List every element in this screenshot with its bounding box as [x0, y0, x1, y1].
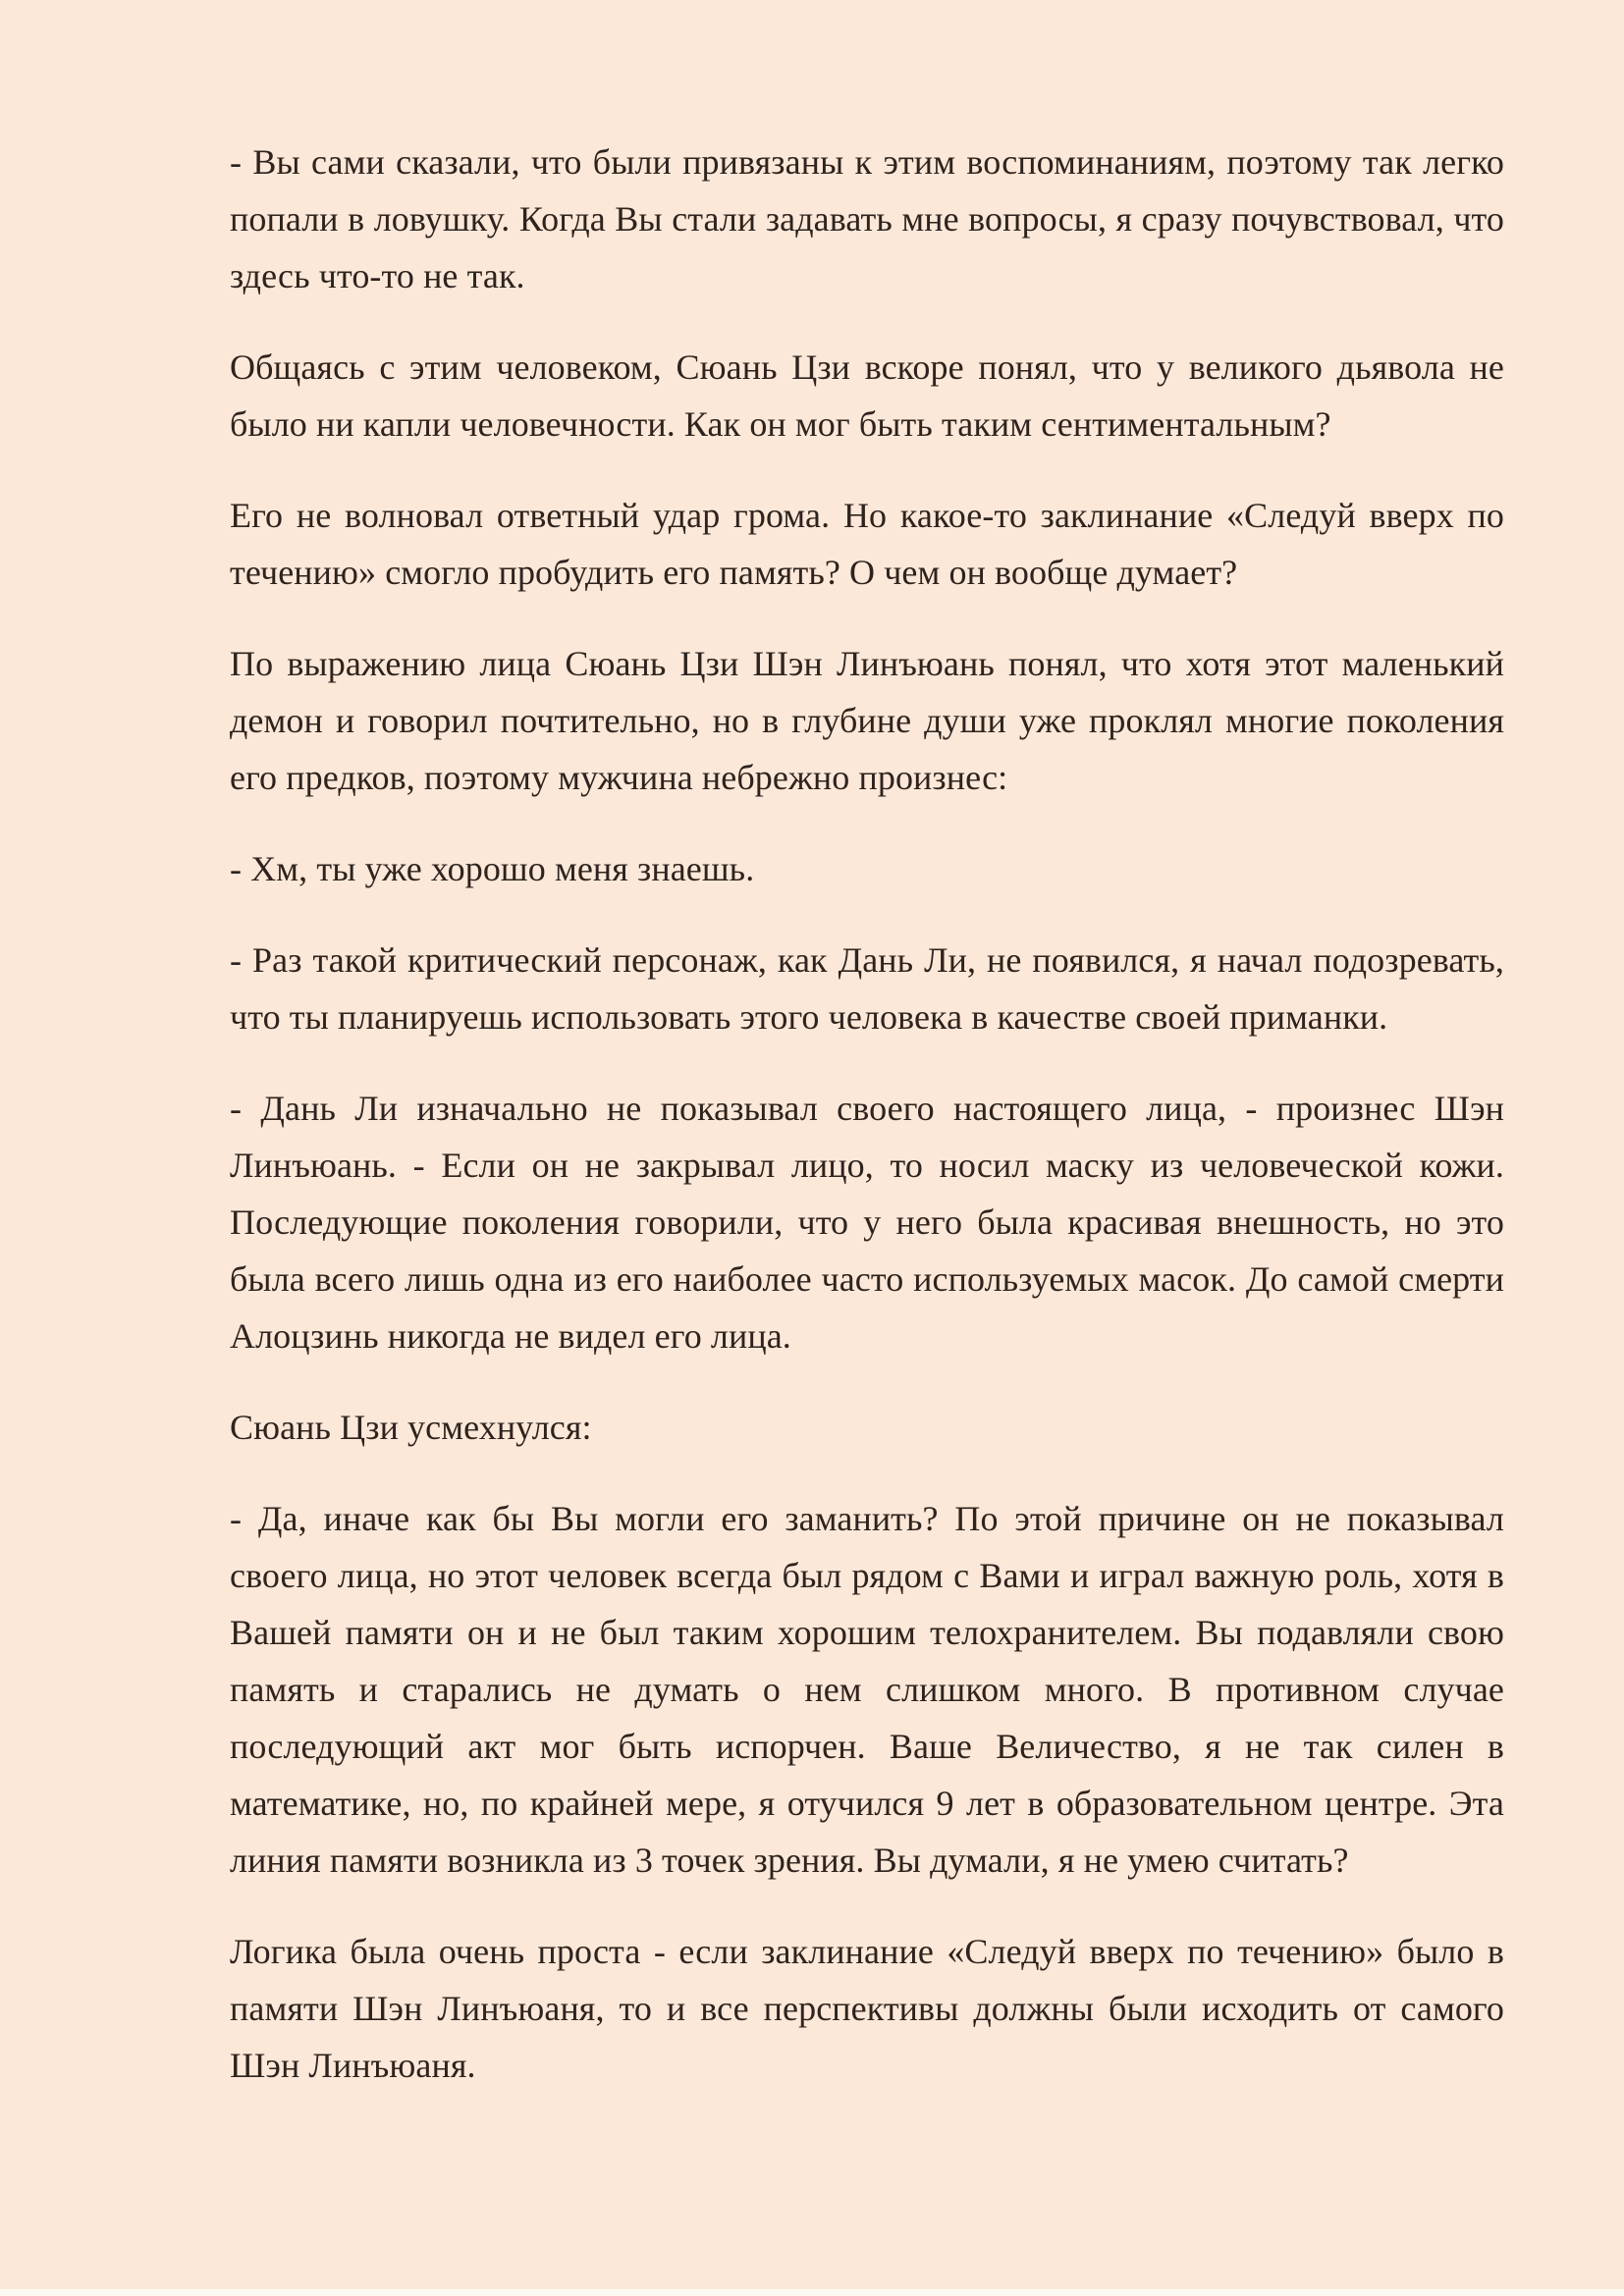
- text-column: [230, 133, 1504, 2094]
- paragraph: - Раз такой критический персонаж, как Дань Ли, не появился, я начал подозревать, что ты планируешь использовать этого человека в качестве своей приманки.: [230, 940, 1504, 1037]
- page-bottom-strip: [0, 2289, 1624, 2296]
- paragraph: - Дань Ли изначально не показывал своего настоящего лица, - произнес Шэн Линъюань. - Если он не закрывал лицо, то носил маску из человеческой кожи. Последующие поколения говорили, что у него была красивая внешность, но это была всего лишь одна из его наиболее часто используемых масок. До самой смерти Алоцзинь никогда не видел его лица.: [230, 1089, 1504, 1356]
- paragraph: Общаясь с этим человеком, Сюань Цзи вскоре понял, что у великого дьявола не было ни капли человечности. Как он мог быть таким сентиментальным?: [230, 347, 1504, 444]
- paragraph: Сюань Цзи усмехнулся:: [230, 1408, 592, 1447]
- paragraph: - Хм, ты уже хорошо меня знаешь.: [230, 849, 755, 888]
- paragraph: Его не волновал ответный удар грома. Но какое-то заклинание «Следуй вверх по течению» смогло пробудить его память? О чем он вообще думает?: [230, 496, 1504, 592]
- paragraph: Логика была очень проста - если заклинание «Следуй вверх по течению» было в памяти Шэн Линъюаня, то и все перспективы должны были исходить от самого Шэн Линъюаня.: [230, 1932, 1504, 2085]
- paragraph: - Да, иначе как бы Вы могли его заманить? По этой причине он не показывал своего лица, но этот человек всегда был рядом с Вами и играл важную роль, хотя в Вашей памяти он и не был таким хорошим телохранителем. Вы подавляли свою память и старались не думать о нем слишком много. В противном случае последующий акт мог быть испорчен. Ваше Величество, я не так силен в математике, но, по крайней мере, я отучился 9 лет в образовательном центре. Эта линия памяти возникла из 3 точек зрения. Вы думали, я не умею считать?: [230, 1499, 1504, 1880]
- paragraph: - Вы сами сказали, что были привязаны к этим воспоминаниям, поэтому так легко попали в ловушку. Когда Вы стали задавать мне вопросы, я сразу почувствовал, что здесь что-то не так.: [230, 142, 1504, 295]
- paragraph: По выражению лица Сюань Цзи Шэн Линъюань понял, что хотя этот маленький демон и говорил почтительно, но в глубине души уже проклял многие поколения его предков, поэтому мужчина небрежно произнес:: [230, 644, 1504, 797]
